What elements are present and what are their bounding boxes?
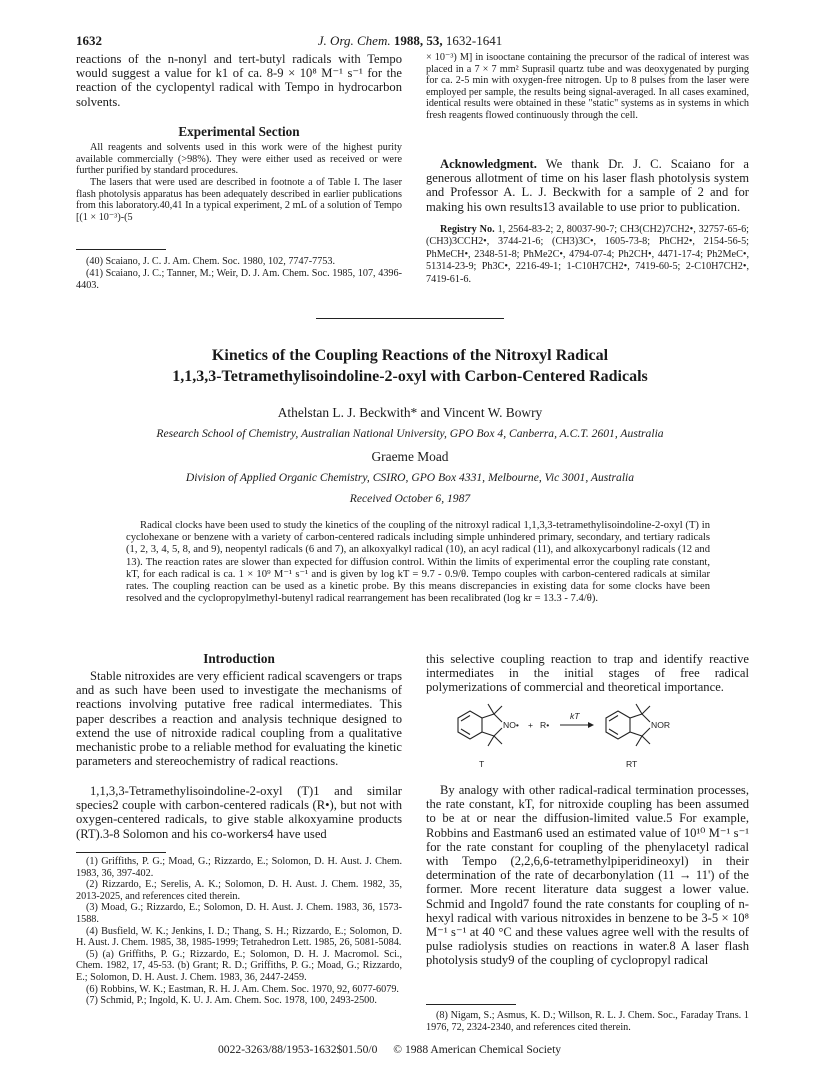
scheme-no-label: NO• [503, 720, 519, 730]
ack-label: Acknowledgment. [440, 157, 537, 171]
journal-year-volume: 1988, 53, [393, 33, 443, 48]
scheme-nor-label: NOR [651, 720, 671, 730]
isoindoline-nitroxide-structure [458, 704, 502, 746]
footnote-6: (6) Robbins, W. K.; Eastman, R. H. J. Am. Chem. Soc. 1970, 92, 6077-6079. [86, 983, 399, 995]
prev-right-paragraph: × 10⁻³) M] in isooctane containing the precursor of the radical of interest was placed in a 7 × 7 mm² Suprasil quartz tube and was deoxygenated by purging for ca. 2-5 min with oxygen-free nitrogen. Up to 8 pulses from the laser were employed per sample, the results being signal-averaged. In all cases examined, identical results were obtained in these "static" systems as in systems in which fresh reagents flowed continuously through the cell. [426, 52, 749, 121]
footnote-2: (2) Rizzardo, E.; Serelis, A. K.; Solomon, D. H. Aust. J. Chem. 1982, 35, 2013-2025, and references cited therein. [76, 879, 402, 902]
introduction-heading: Introduction [203, 651, 275, 666]
experimental-paragraph-2: The lasers that were used are described in footnote a of Table I. The laser flash photolysis apparatus has been adequately described in earlier publications from this laboratory.40,41 In a typical experiment, 2 mL of a solution of Tempo [(1 × 10⁻³)-(5 [76, 177, 402, 223]
received-date: Received October 6, 1987 [349, 492, 471, 505]
footer-code: 0022-3263/88/1953-1632$01.50/0 [218, 1043, 378, 1056]
scheme-r-label: R• [540, 720, 550, 730]
registry-numbers [426, 224, 749, 286]
article-title [60, 345, 760, 387]
footer-copyright: © 1988 American Chemical Society [393, 1043, 562, 1056]
ack-text: We thank Dr. J. C. Scaiano for a generous allotment of time on his laser flash photolysis system and Professor A. L. J. Beckwith for a sample of 2 and for making his own results13 available to use prior to publication. [426, 157, 750, 214]
affiliation-1: Research School of Chemistry, Australian National University, GPO Box 4, Canberra, A.C.T. 2601, Australia [156, 427, 664, 440]
experimental-heading: Experimental Section [178, 124, 300, 139]
footnote-8: (8) Nigam, S.; Asmus, K. D.; Willson, R. L. J. Chem. Soc., Faraday Trans. 1 1976, 72, 2324-2340, and references cited therein. [426, 1010, 749, 1033]
registry-label: Registry No. [440, 224, 495, 235]
registry-text: 1, 2564-83-2; 2, 80037-90-7; CH3(CH2)7CH2•, 32757-65-6; (CH3)3CCH2•, 3744-21-6; (CH3)3C•, 1605-73-8; PhCH2•, 2154-56-5; PhMeCH•, 2348-51-8; PhMe2C•, 4794-07-4; Ph2CH•, 4471-17-4; Ph2MeC•, 51314-23-9; Ph3C•, 2216-49-1; 1-C10H7CH2•, 7419-60-5; 2-C10H7CH2•, 7419-61-6. [426, 224, 750, 285]
footnote-5: (5) (a) Griffiths, P. G.; Rizzardo, E.; Solomon, D. H. J. Macromol. Sci., Chem. 1982, 17, 45-53. (b) Grant; R. D.; Griffiths, P. G.; Moad, G.; Rizzardo, E.; Solomon, D. H. Aust. J. Chem. 1983, 36, 2447-2459. [76, 948, 402, 983]
footer [218, 1043, 658, 1056]
footnote-4: (4) Busfield, W. K.; Jenkins, I. D.; Thang, S. H.; Rizzardo, E.; Solomon, D. H. Aust. J. Chem. 1985, 38, 1985-1999; Tetrahedron Lett. 1985, 26, 5081-5084. [76, 925, 402, 949]
intro-paragraph-1: Stable nitroxides are very efficient radical scavengers or traps and as such have been used to investigate the mechanisms of reactions involving putative free radical intermediates. This paper describes a reaction and analysis technique designed to extend the use of nitroxide radical coupling from a qualitative mechanistic probe to a reliable method for evaluating the kinetic parameters and stereochemistry of radical reactions. [76, 669, 402, 769]
scheme-t-label: T [479, 759, 485, 769]
footnote-40: (40) Scaiano, J. C. J. Am. Chem. Soc. 1980, 102, 7747-7753. [86, 256, 336, 267]
intro-right-paragraph-1: this selective coupling reaction to trap and identify reactive intermediates in the initial stages of free radical polymerizations of commercial and theoretical importance. [426, 652, 749, 695]
journal-name: J. Org. Chem. [317, 33, 391, 48]
scheme-rt-label: RT [626, 759, 638, 769]
journal-pages: 1632-1641 [445, 33, 503, 48]
affiliation-2: Division of Applied Organic Chemistry, CSIRO, GPO Box 4331, Melbourne, Vic 3001, Australia [185, 471, 635, 484]
authors-2: Graeme Moad [371, 449, 449, 464]
acknowledgment [426, 157, 749, 214]
footnote-7: (7) Schmid, P.; Ingold, K. U. J. Am. Chem. Soc. 1978, 100, 2493-2500. [86, 995, 377, 1007]
footnote-rule-2 [76, 852, 166, 853]
running-header [250, 33, 570, 49]
intro-paragraph-2: 1,1,3,3-Tetramethylisoindoline-2-oxyl (T)1 and similar species2 couple with carbon-centered radicals (R•), but not with oxygen-centered radicals, to give stable alkoxyamine products (RT).3-8 Solomon and his co-workers4 have used [76, 784, 402, 841]
prev-left-paragraph: reactions of the n-nonyl and tert-butyl radicals with Tempo would suggest a value for k1 of ca. 8-9 × 10⁸ M⁻¹ s⁻¹ for the reaction of the cyclopentyl radical with Tempo in hydrocarbon solvents. [76, 52, 402, 109]
title-line-2: 1,1,3,3-Tetramethylisoindoline-2-oxyl with Carbon-Centered Radicals [172, 368, 648, 385]
article-separator [316, 318, 504, 319]
scheme-plus: + [528, 720, 534, 730]
abstract: Radical clocks have been used to study the kinetics of the coupling of the nitroxyl radical 1,1,3,3-tetramethylisoindoline-2-oxyl (T) in cyclohexane or benzene with a variety of carbon-centered radicals including simple unhindered primary, secondary, and tertiary radicals (1, 2, 3, 4, 5, 8, and 9), neopentyl radicals (6 and 7), an alkoxyalkyl radical (10), an acyl radical (11), and alkoxycarbonyl radicals (12 and 13). The reaction rates are slower than expected for diffusion control. Within the limits of experimental error the coupling rate constant, kT, for each radical is ca. 1 × 10⁹ M⁻¹ s⁻¹ and is given by log kT = 9.7 - 0.9/θ. Tempo couples with carbon-centered radicals at similar rates. The coupling reaction can be used as a kinetic probe. By this means discrepancies in existing data for some clocks have been resolved and the cyclopropylmethyl-butenyl radical rearrangement has been recalibrated (log kr = 13.3 - 7.4/θ). [126, 520, 710, 605]
page-number: 1632 [76, 33, 102, 48]
alkoxyamine-structure [606, 704, 650, 746]
title-line-1: Kinetics of the Coupling Reactions of the Nitroxyl Radical [211, 347, 609, 364]
scheme-arrow-label: kT [570, 711, 580, 721]
experimental-paragraph-1: All reagents and solvents used in this work were of the highest purity available commercially (>98%). They were either used as received or were further purified by standard procedures. [76, 142, 402, 177]
authors-1: Athelstan L. J. Beckwith* and Vincent W. Bowry [277, 405, 543, 420]
footnote-3: (3) Moad, G.; Rizzardo, E.; Solomon, D. H. Aust. J. Chem. 1983, 36, 1573-1588. [76, 902, 402, 925]
footnote-rule [76, 249, 166, 250]
footnote-rule-3 [426, 1004, 516, 1005]
footnote-41: (41) Scaiano, J. C.; Tanner, M.; Weir, D. J. Am. Chem. Soc. 1985, 107, 4396-4403. [76, 268, 402, 291]
reaction-scheme [446, 700, 716, 774]
reaction-arrowhead [588, 722, 594, 728]
footnote-1: (1) Griffiths, P. G.; Moad, G.; Rizzardo, E.; Solomon, D. H. Aust. J. Chem. 1983, 36, 397-402. [76, 856, 402, 879]
intro-right-paragraph-2: By analogy with other radical-radical termination processes, the rate constant, kT, for nitroxide coupling has been assumed to be at or near the diffusion-limited value.5 For example, Robbins and Eastman6 used an estimated value of 10¹⁰ M⁻¹ s⁻¹ for the rate constant for coupling of the phenylacetyl radical with Tempo (2,2,6,6-tetramethylpiperidineoxyl) in their determination of the rate of decarbonylation (11 → 11') of the former. More recent literature data suggest a lower value. Schmid and Ingold7 found the rate constants for coupling of n-hexyl radical with various nitroxides in benzene to be 3-5 × 10⁸ M⁻¹ s⁻¹ at 40 °C and these values agree well with the results of pulse radiolysis studies on reactions in water.8 A laser flash photolysis study9 of the coupling of cyclopropyl radical [426, 783, 749, 968]
footnotes-left [76, 856, 402, 1007]
